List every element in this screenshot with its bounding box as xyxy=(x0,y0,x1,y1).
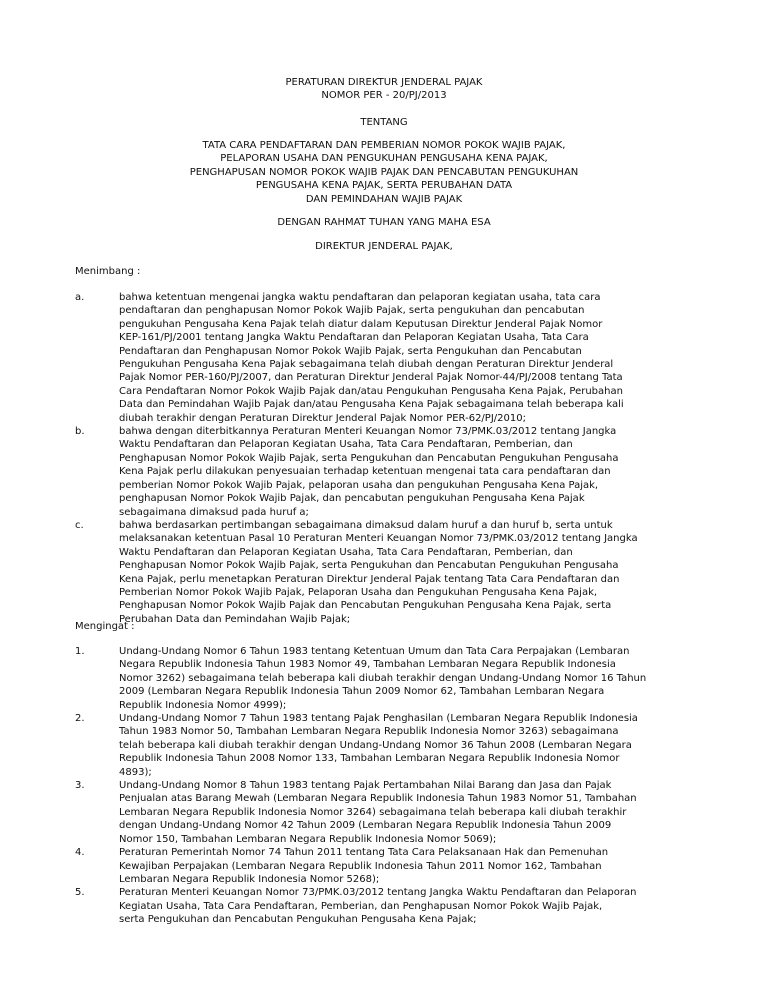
subject-line: DAN PEMINDAHAN WAJIB PAJAK xyxy=(305,193,463,205)
mengingat-label: Mengingat : xyxy=(75,621,135,632)
item-text: Undang-Undang Nomor 8 Tahun 1983 tentang Pajak Pertambahan Nilai Barang dan Jasa dan Pajak Penjualan atas Barang Mewah (Lembaran Negara Republik Indonesia Tahun 1983 Nomor 51, Tambahan Lembaran Negara Republik Indonesia Nomor 3264) sebagaimana telah beberapa kali diubah terakhir dengan Undang-Undang Nomor 42 Tahun 2009 (Lembaran Negara Republik Indonesia Tahun 2009 Nomor 150, Tambahan Lembaran Negara Republik Indonesia Nomor 5069); xyxy=(119,780,637,845)
item-text: Peraturan Pemerintah Nomor 74 Tahun 2011 tentang Tata Cara Pelaksanaan Hak dan Pemenuhan Kewajiban Perpajakan (Lembaran Negara Republik Indonesia Tahun 2011 Nomor 162, Tambahan Lembaran Negara Republik Indonesia Nomor 5268); xyxy=(119,847,609,885)
rahmat-text: DENGAN RAHMAT TUHAN YANG MAHA ESA xyxy=(277,217,491,228)
subject-line: TATA CARA PENDAFTARAN DAN PEMBERIAN NOMOR POKOK WAJIB PAJAK, xyxy=(202,140,566,151)
item-marker: 1. xyxy=(75,646,85,657)
item-marker: 5. xyxy=(75,887,85,899)
regulation-title: PERATURAN DIREKTUR JENDERAL PAJAK xyxy=(285,77,483,88)
item-text: bahwa dengan diterbitkannya Peraturan Menteri Keuangan Nomor 73/PMK.03/2012 tentang Jangka Waktu Pendaftaran dan Pelaporan Kegiatan Usaha, Tata Cara Pendaftaran, Pemberian, dan Penghapusan Nomor Pokok Wajib Pajak, serta Pengukuhan dan Pencabutan Pengukuhan Pengusaha Kena Pajak perlu dilakukan penyesuaian terhadap ketentuan mengenai tata cara pendaftaran dan pemberian Nomor Pokok Wajib Pajak, pelaporan usaha dan pengukuhan Pengusaha Kena Pajak, penghapusan Nomor Pokok Wajib Pajak, dan pencabutan pengukuhan Pengusaha Kena Pajak sebagaimana dimaksud pada huruf a; xyxy=(119,426,619,518)
issuer-text: DIREKTUR JENDERAL PAJAK, xyxy=(315,241,453,252)
issuer-line xyxy=(0,240,768,253)
subject-line: PENGUSAHA KENA PAJAK, SERTA PERUBAHAN DATA xyxy=(255,180,513,192)
item-marker: a. xyxy=(75,292,85,303)
item-marker: b. xyxy=(75,426,85,438)
list-item xyxy=(75,425,705,519)
item-marker: 3. xyxy=(75,780,85,792)
list-item xyxy=(75,886,705,926)
list-item xyxy=(75,846,705,886)
item-text: Undang-Undang Nomor 7 Tahun 1983 tentang Pajak Penghasilan (Lembaran Negara Republik Indonesia Tahun 1983 Nomor 50, Tambahan Lembaran Negara Republik Indonesia Nomor 3263) sebagaimana telah beberapa kali diubah terakhir dengan Undang-Undang Nomor 36 Tahun 2008 (Lembaran Negara Republik Indonesia Tahun 2008 Nomor 133, Tambahan Lembaran Negara Republik Indonesia Nomor 4893); xyxy=(119,713,638,778)
subject-line: PELAPORAN USAHA DAN PENGUKUHAN PENGUSAHA KENA PAJAK, xyxy=(220,153,548,165)
item-marker: c. xyxy=(75,519,84,531)
menimbang-list xyxy=(75,291,705,626)
tentang-label: TENTANG xyxy=(360,117,408,128)
subject-line: PENGHAPUSAN NOMOR POKOK WAJIB PAJAK DAN PENCABUTAN PENGUKUHAN xyxy=(189,166,579,178)
item-text: Peraturan Menteri Keuangan Nomor 73/PMK.03/2012 tentang Jangka Waktu Pendaftaran dan Pelaporan Kegiatan Usaha, Tata Cara Pendaftaran, Pemberian, dan Penghapusan Nomor Pokok Wajib Pajak, serta Pengukuhan dan Pencabutan Pengukuhan Pengusaha Kena Pajak; xyxy=(119,887,637,926)
mengingat-list xyxy=(75,645,705,927)
list-item xyxy=(75,645,705,712)
regulation-subject xyxy=(0,139,768,206)
menimbang-label: Menimbang : xyxy=(75,266,141,277)
item-marker: 4. xyxy=(75,847,85,859)
item-marker: 2. xyxy=(75,713,85,725)
tentang-heading xyxy=(0,116,768,129)
list-item xyxy=(75,712,705,779)
item-text: bahwa berdasarkan pertimbangan sebagaimana dimaksud dalam huruf a dan huruf b, serta untuk melaksanakan ketentuan Pasal 10 Peraturan Menteri Keuangan Nomor 73/PMK.03/2012 tentang Jangka Waktu Pendaftaran dan Pelaporan Kegiatan Usaha, Tata Cara Pendaftaran, Pemberian, dan Penghapusan Nomor Pokok Wajib Pajak, serta Pengukuhan dan Pencabutan Pengukuhan Pengusaha Kena Pajak, perlu menetapkan Peraturan Direktur Jenderal Pajak tentang Tata Cara Pendaftaran dan Pemberian Nomor Pokok Wajib Pajak, Pelaporan Usaha dan Pengukuhan Pengusaha Kena Pajak, Penghapusan Nomor Pokok Wajib Pajak dan Pencabutan Pengukuhan Pengusaha Kena Pajak, serta Perubahan Data dan Pemindahan Wajib Pajak; xyxy=(119,519,638,625)
regulation-number: NOMOR PER - 20/PJ/2013 xyxy=(321,90,447,102)
list-item xyxy=(75,291,705,425)
regulation-title-block xyxy=(0,76,768,103)
rahmat-line xyxy=(0,216,768,229)
item-text: bahwa ketentuan mengenai jangka waktu pendaftaran dan pelaporan kegiatan usaha, tata cara pendaftaran dan penghapusan Nomor Pokok Wajib Pajak, serta pengukuhan dan pencabutan pengukuhan Pengusaha Kena Pajak telah diatur dalam Keputusan Direktur Jenderal Pajak Nomor KEP-161/PJ/2001 tentang Jangka Waktu Pendaftaran dan Pelaporan Kegiatan Usaha, Tata Cara Pendaftaran dan Penghapusan Nomor Pokok Wajib Pajak, serta Pengukuhan dan Pencabutan Pengukuhan Pengusaha Kena Pajak sebagaimana telah diubah dengan Peraturan Direktur Jenderal Pajak Nomor PER-160/PJ/2007, dan Peraturan Direktur Jenderal Pajak Nomor-44/PJ/2008 tentang Tata Cara Pendaftaran Nomor Pokok Wajib Pajak dan/atau Pengukuhan Pengusaha Kena Pajak, Perubahan Data dan Pemindahan Wajib Pajak dan/atau Pengusaha Kena Pajak sebagaimana telah beberapa kali diubah terakhir dengan Peraturan Direktur Jenderal Pajak Nomor PER-62/PJ/2010; xyxy=(119,292,624,424)
list-item xyxy=(75,779,705,846)
item-text: Undang-Undang Nomor 6 Tahun 1983 tentang Ketentuan Umum dan Tata Cara Perpajakan (Lembaran Negara Republik Indonesia Tahun 1983 Nomor 49, Tambahan Lembaran Negara Republik Indonesia Nomor 3262) sebagaimana telah beberapa kali diubah terakhir dengan Undang-Undang Nomor 16 Tahun 2009 (Lembaran Negara Republik Indonesia Tahun 2009 Nomor 62, Tambahan Lembaran Negara Republik Indonesia Nomor 4999); xyxy=(119,646,647,711)
list-item xyxy=(75,519,705,626)
